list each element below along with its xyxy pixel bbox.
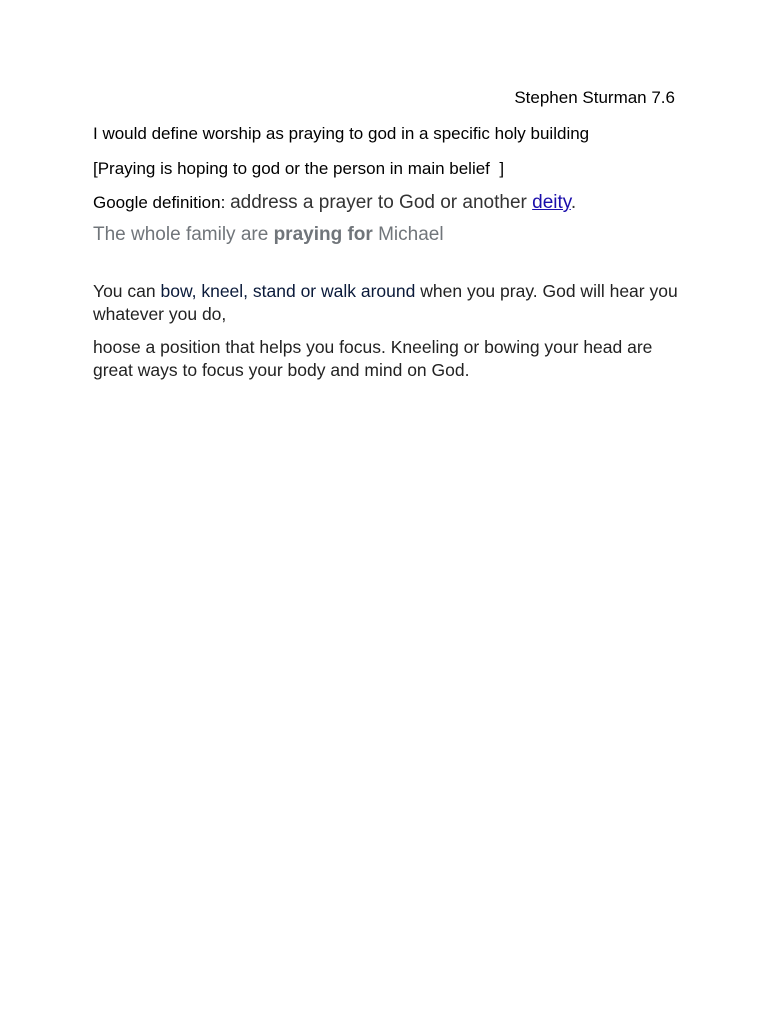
definition-prefix: address a prayer to God or another (230, 192, 527, 213)
positions-highlight: bow, kneel, stand or walk around (160, 281, 416, 301)
author-line: Stephen Sturman 7.6 (514, 88, 675, 107)
positions-suffix: when you pray. God will hear you whatever you do, (93, 281, 678, 324)
prayer-positions-paragraph (93, 280, 678, 326)
definition-sentence: I would define worship as praying to god in a specific holy building (93, 124, 590, 143)
google-definition-text (230, 192, 576, 213)
definition-period: . (570, 192, 577, 213)
example-suffix: Michael (378, 224, 444, 245)
example-prefix: The whole family are (93, 224, 269, 245)
deity-link[interactable]: deity (532, 192, 571, 213)
example-sentence (93, 223, 678, 247)
positions-prefix: You can (93, 281, 156, 301)
bracket-note: [Praying is hoping to god or the person in main belief ] (93, 159, 505, 178)
choose-position-paragraph: hoose a position that helps you focus. Kneeling or bowing your head are great ways to focus your body and mind on God. (93, 337, 653, 380)
document-body (93, 87, 678, 382)
example-bold: praying for (273, 224, 373, 245)
google-definition-label: Google definition: (93, 193, 226, 212)
google-definition-paragraph (93, 192, 678, 214)
